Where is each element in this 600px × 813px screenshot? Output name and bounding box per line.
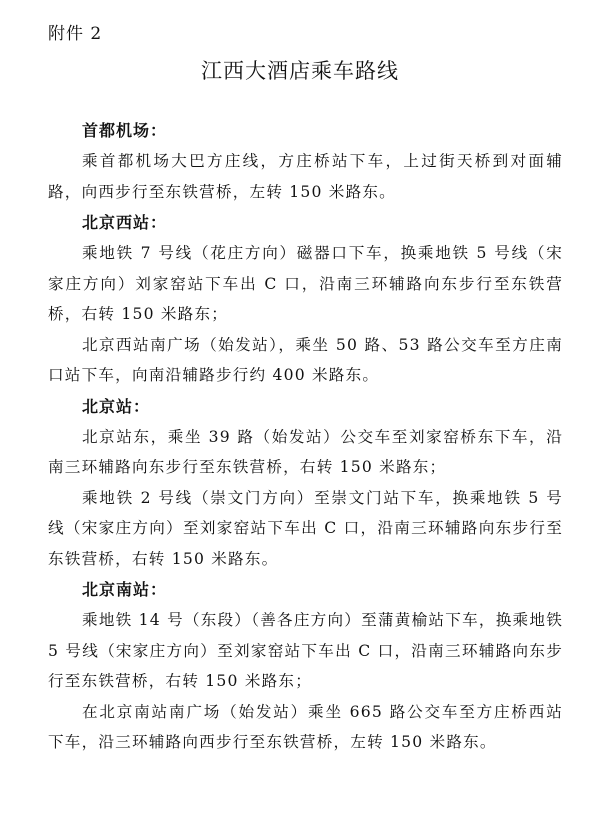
route-paragraph: 北京西站南广场（始发站），乘坐 50 路、53 路公交车至方庄南口站下车，向南沿辅路步行约 400 米路东。	[48, 335, 563, 384]
section-beijing-south-station	[48, 574, 563, 758]
route-paragraph: 乘地铁 2 号线（崇文门方向）至崇文门站下车，换乘地铁 5 号线（宋家庄方向）至刘家窑站下车出 C 口，沿南三环辅路向东步行至东铁营桥，右转 150 米路东。	[48, 488, 563, 568]
route-paragraph: 乘地铁 7 号线（花庄方向）磁器口下车，换乘地铁 5 号线（宋家庄方向）刘家窑站下车出 C 口，沿南三环辅路向东步行至东铁营桥，右转 150 米路东；	[48, 244, 563, 323]
route-paragraph: 北京站东，乘坐 39 路（始发站）公交车至刘家窑桥东下车，沿南三环辅路向东步行至东铁营桥，右转 150 米路东；	[48, 427, 563, 476]
route-paragraph: 乘首都机场大巴方庄线，方庄桥站下车，上过街天桥到对面辅路，向西步行至东铁营桥，左转 150 米路东。	[48, 152, 563, 201]
section-heading: 北京站：	[82, 396, 151, 416]
document-title: 江西大酒店乘车路线	[201, 59, 399, 83]
section-heading: 北京西站：	[82, 213, 168, 232]
route-paragraph: 在北京南站南广场（始发站）乘坐 665 路公交车至方庄桥西站下车，沿三环辅路向西步行至东铁营桥，左转 150 米路东。	[48, 702, 563, 751]
section-capital-airport	[48, 115, 563, 207]
section-heading: 首都机场：	[82, 121, 168, 140]
route-paragraph: 乘地铁 14 号（东段）（善各庄方向）至蒲黄榆站下车，换乘地铁 5 号线（宋家庄方向）至刘家窑站下车出 C 口，沿南三环辅路向东步行至东铁营桥，右转 150 米路东；	[48, 611, 563, 690]
section-beijing-west-station	[48, 207, 563, 391]
attachment-label: 附件 2	[48, 24, 103, 44]
section-heading: 北京南站：	[82, 580, 168, 599]
section-beijing-station	[48, 391, 563, 575]
document-body	[48, 115, 563, 758]
